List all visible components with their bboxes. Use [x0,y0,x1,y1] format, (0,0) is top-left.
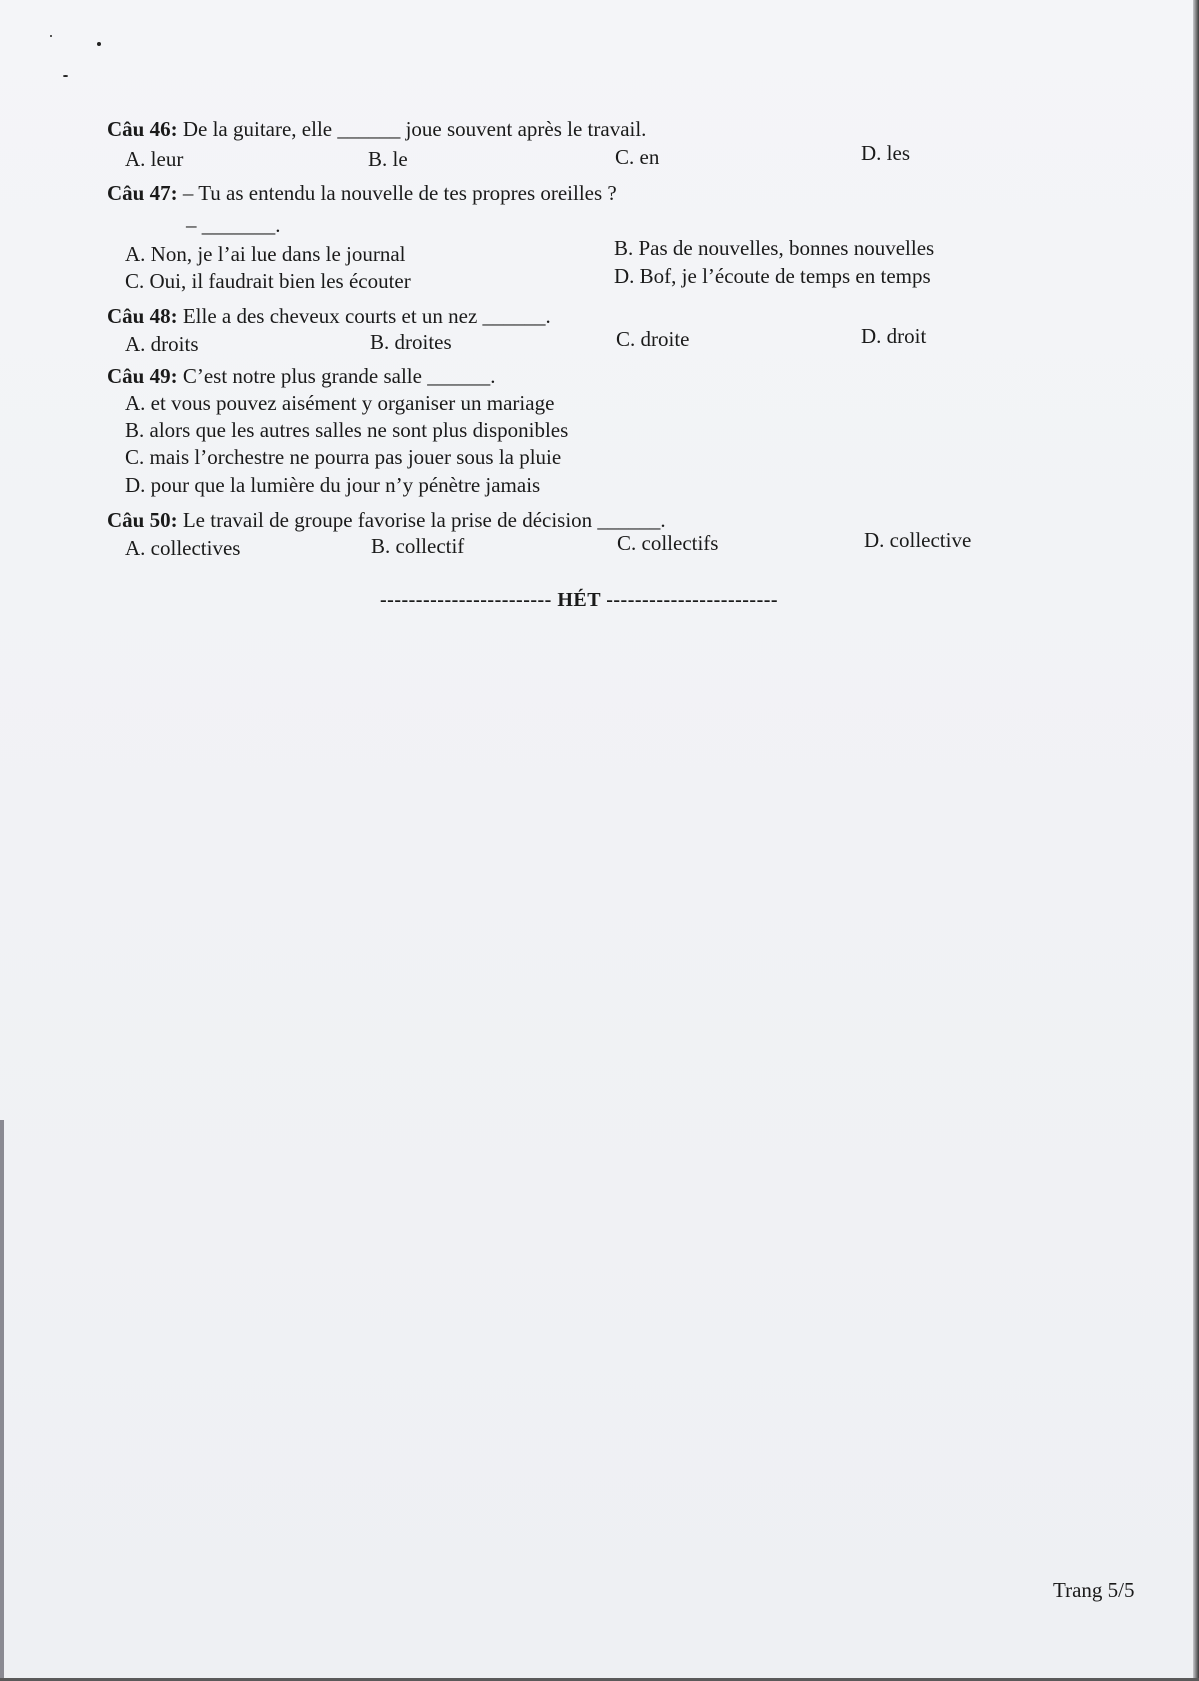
question-number: Câu 46: [107,117,178,141]
response-line-47: – _______. [186,213,281,237]
question-text: De la guitare, elle ______ joue souvent après le travail. [182,117,647,141]
scan-speck [63,75,68,77]
scan-edge-left [0,1120,4,1681]
option-47-a: A. Non, je l’ai lue dans le journal [125,242,406,266]
option-49-a: A. et vous pouvez aisément y organiser un mariage [125,391,555,415]
option-46-c: C. en [615,145,660,169]
option-48-d: D. droit [861,324,927,348]
option-50-c: C. collectifs [617,531,719,555]
question-text: Elle a des cheveux courts et un nez ______. [182,304,551,328]
scan-edge-right [1193,0,1199,1681]
page-number: Trang 5/5 [1053,1578,1135,1602]
question-number: Câu 48: [107,304,178,328]
scan-speck [97,42,101,46]
option-47-b: B. Pas de nouvelles, bonnes nouvelles [614,236,935,260]
question-number: Câu 49: [107,364,178,388]
option-47-c: C. Oui, il faudrait bien les écouter [125,269,411,293]
option-50-a: A. collectives [125,536,241,560]
option-50-d: D. collective [864,528,972,552]
option-50-b: B. collectif [371,534,465,558]
question-49 [107,363,495,389]
option-49-d: D. pour que la lumière du jour n’y pénètre jamais [125,473,541,497]
end-marker: ------------------------ HÉT ------------------------ [380,589,779,611]
option-46-b: B. le [368,147,408,171]
option-49-b: B. alors que les autres salles ne sont plus disponibles [125,418,569,442]
question-text: Le travail de groupe favorise la prise de décision ______. [182,508,666,532]
option-46-a: A. leur [125,147,184,171]
question-number: Câu 47: [107,181,178,205]
question-47 [107,180,617,206]
question-number: Câu 50: [107,508,178,532]
question-text: – Tu as entendu la nouvelle de tes propres oreilles ? [182,181,617,205]
question-46 [107,116,646,142]
option-48-c: C. droite [616,327,690,351]
question-50 [107,507,666,533]
option-47-d: D. Bof, je l’écoute de temps en temps [614,264,931,288]
option-46-d: D. les [861,141,910,165]
option-48-a: A. droits [125,332,199,356]
option-48-b: B. droites [370,330,452,354]
question-48 [107,303,551,329]
question-text: C’est notre plus grande salle ______. [182,364,496,388]
option-49-c: C. mais l’orchestre ne pourra pas jouer sous la pluie [125,445,562,469]
scan-speck [50,35,52,37]
